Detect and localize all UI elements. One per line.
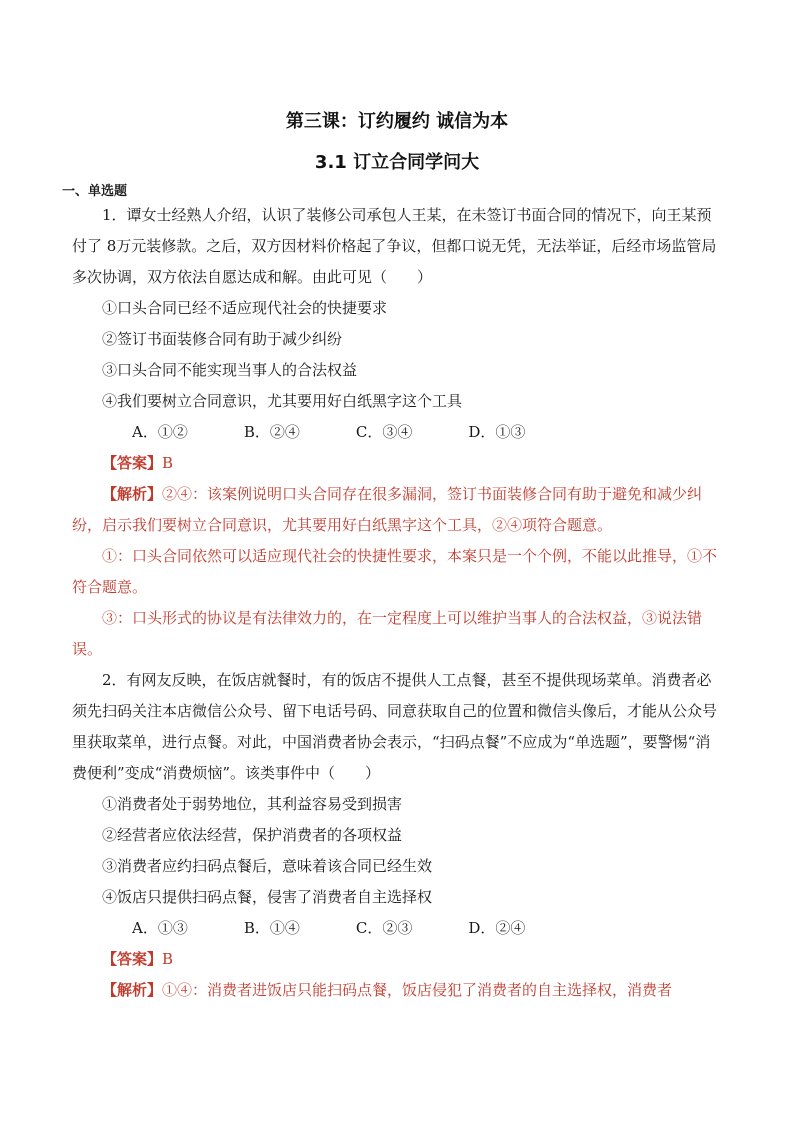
answer-value: B	[162, 950, 174, 968]
q2-answer	[72, 944, 722, 975]
q1-item-1: ①口头合同已经不适应现代社会的快捷要求	[102, 299, 388, 317]
q2-item-3: ③消费者应约扫码点餐后，意味着该合同已经生效	[102, 857, 433, 875]
analysis-text: ②④：该案例说明口头合同存在很多漏洞，签订书面装修合同有助于避免和减少纠纷，启示我们要树立合同意识，尤其要用好白纸黑字这个工具，②④项符合题意。	[72, 485, 703, 534]
q2-stem: 2．有网友反映，在饭店就餐时，有的饭店不提供人工点餐，甚至不提供现场菜单。消费者必须先扫码关注本店微信公众号、留下电话号码、同意获取自己的位置和微信头像后，才能从公众号里获取菜单，进行点餐。对此，中国消费者协会表示，“扫码点餐”不应成为“单选题”，要警惕“消费便利”变成“消费烦恼”。该类事件中（ ）	[72, 671, 718, 782]
q1-item-4: ④我们要树立合同意识，尤其要用好白纸黑字这个工具	[102, 392, 463, 410]
q2-option-a: A．①③	[132, 919, 188, 937]
q2-option-b: B．①④	[243, 919, 300, 937]
analysis-tag: 【解析】	[102, 485, 163, 503]
q1-analysis	[72, 479, 722, 541]
q1-stem: 1．谭女士经熟人介绍，认识了装修公司承包人王某，在未签订书面合同的情况下，向王某预付了 8万元装修款。之后，双方因材料价格起了争议，但都口说无凭，无法举证，后经市场监管局多次协调，双方依法自愿达成和解。由此可见（ ）	[72, 206, 717, 286]
q1-item-2: ②签订书面装修合同有助于减少纠纷	[102, 330, 343, 348]
page-title: 第三课：订约履约 诚信为本	[285, 111, 509, 132]
answer-tag: 【答案】	[102, 454, 163, 472]
q1-option-b: B．②④	[243, 423, 300, 441]
q1-item-3: ③口头合同不能实现当事人的合法权益	[102, 361, 358, 379]
q1-option-a: A．①②	[132, 423, 188, 441]
page-subtitle: 3.1 订立合同学问大	[314, 152, 480, 173]
q1-options	[72, 417, 722, 448]
q1-option-c: C．③④	[355, 423, 413, 441]
analysis-text: ①④：消费者进饭店只能扫码点餐，饭店侵犯了消费者的自主选择权，消费者	[162, 981, 673, 999]
q1-analysis-2: ①：口头合同依然可以适应现代社会的快捷性要求，本案只是一个个例，不能以此推导，①不符合题意。	[72, 547, 718, 596]
q2-analysis	[72, 975, 722, 1006]
answer-value: B	[162, 454, 174, 472]
q1-answer	[72, 448, 722, 479]
q2-item-2: ②经营者应依法经营，保护消费者的各项权益	[102, 826, 403, 844]
q2-options	[72, 913, 722, 944]
question-content	[72, 200, 722, 1006]
q2-item-1: ①消费者处于弱势地位，其利益容易受到损害	[102, 795, 403, 813]
q2-item-4: ④饭店只提供扫码点餐，侵害了消费者自主选择权	[102, 888, 433, 906]
q1-option-d: D．①③	[468, 423, 526, 441]
section-heading: 一、单选题	[62, 184, 128, 199]
q2-option-c: C．②③	[355, 919, 413, 937]
answer-tag: 【答案】	[102, 950, 163, 968]
q2-option-d: D．②④	[468, 919, 526, 937]
q1-analysis-3: ③：口头形式的协议是有法律效力的，在一定程度上可以维护当事人的合法权益，③说法错误。	[72, 609, 703, 658]
analysis-tag: 【解析】	[102, 981, 163, 999]
